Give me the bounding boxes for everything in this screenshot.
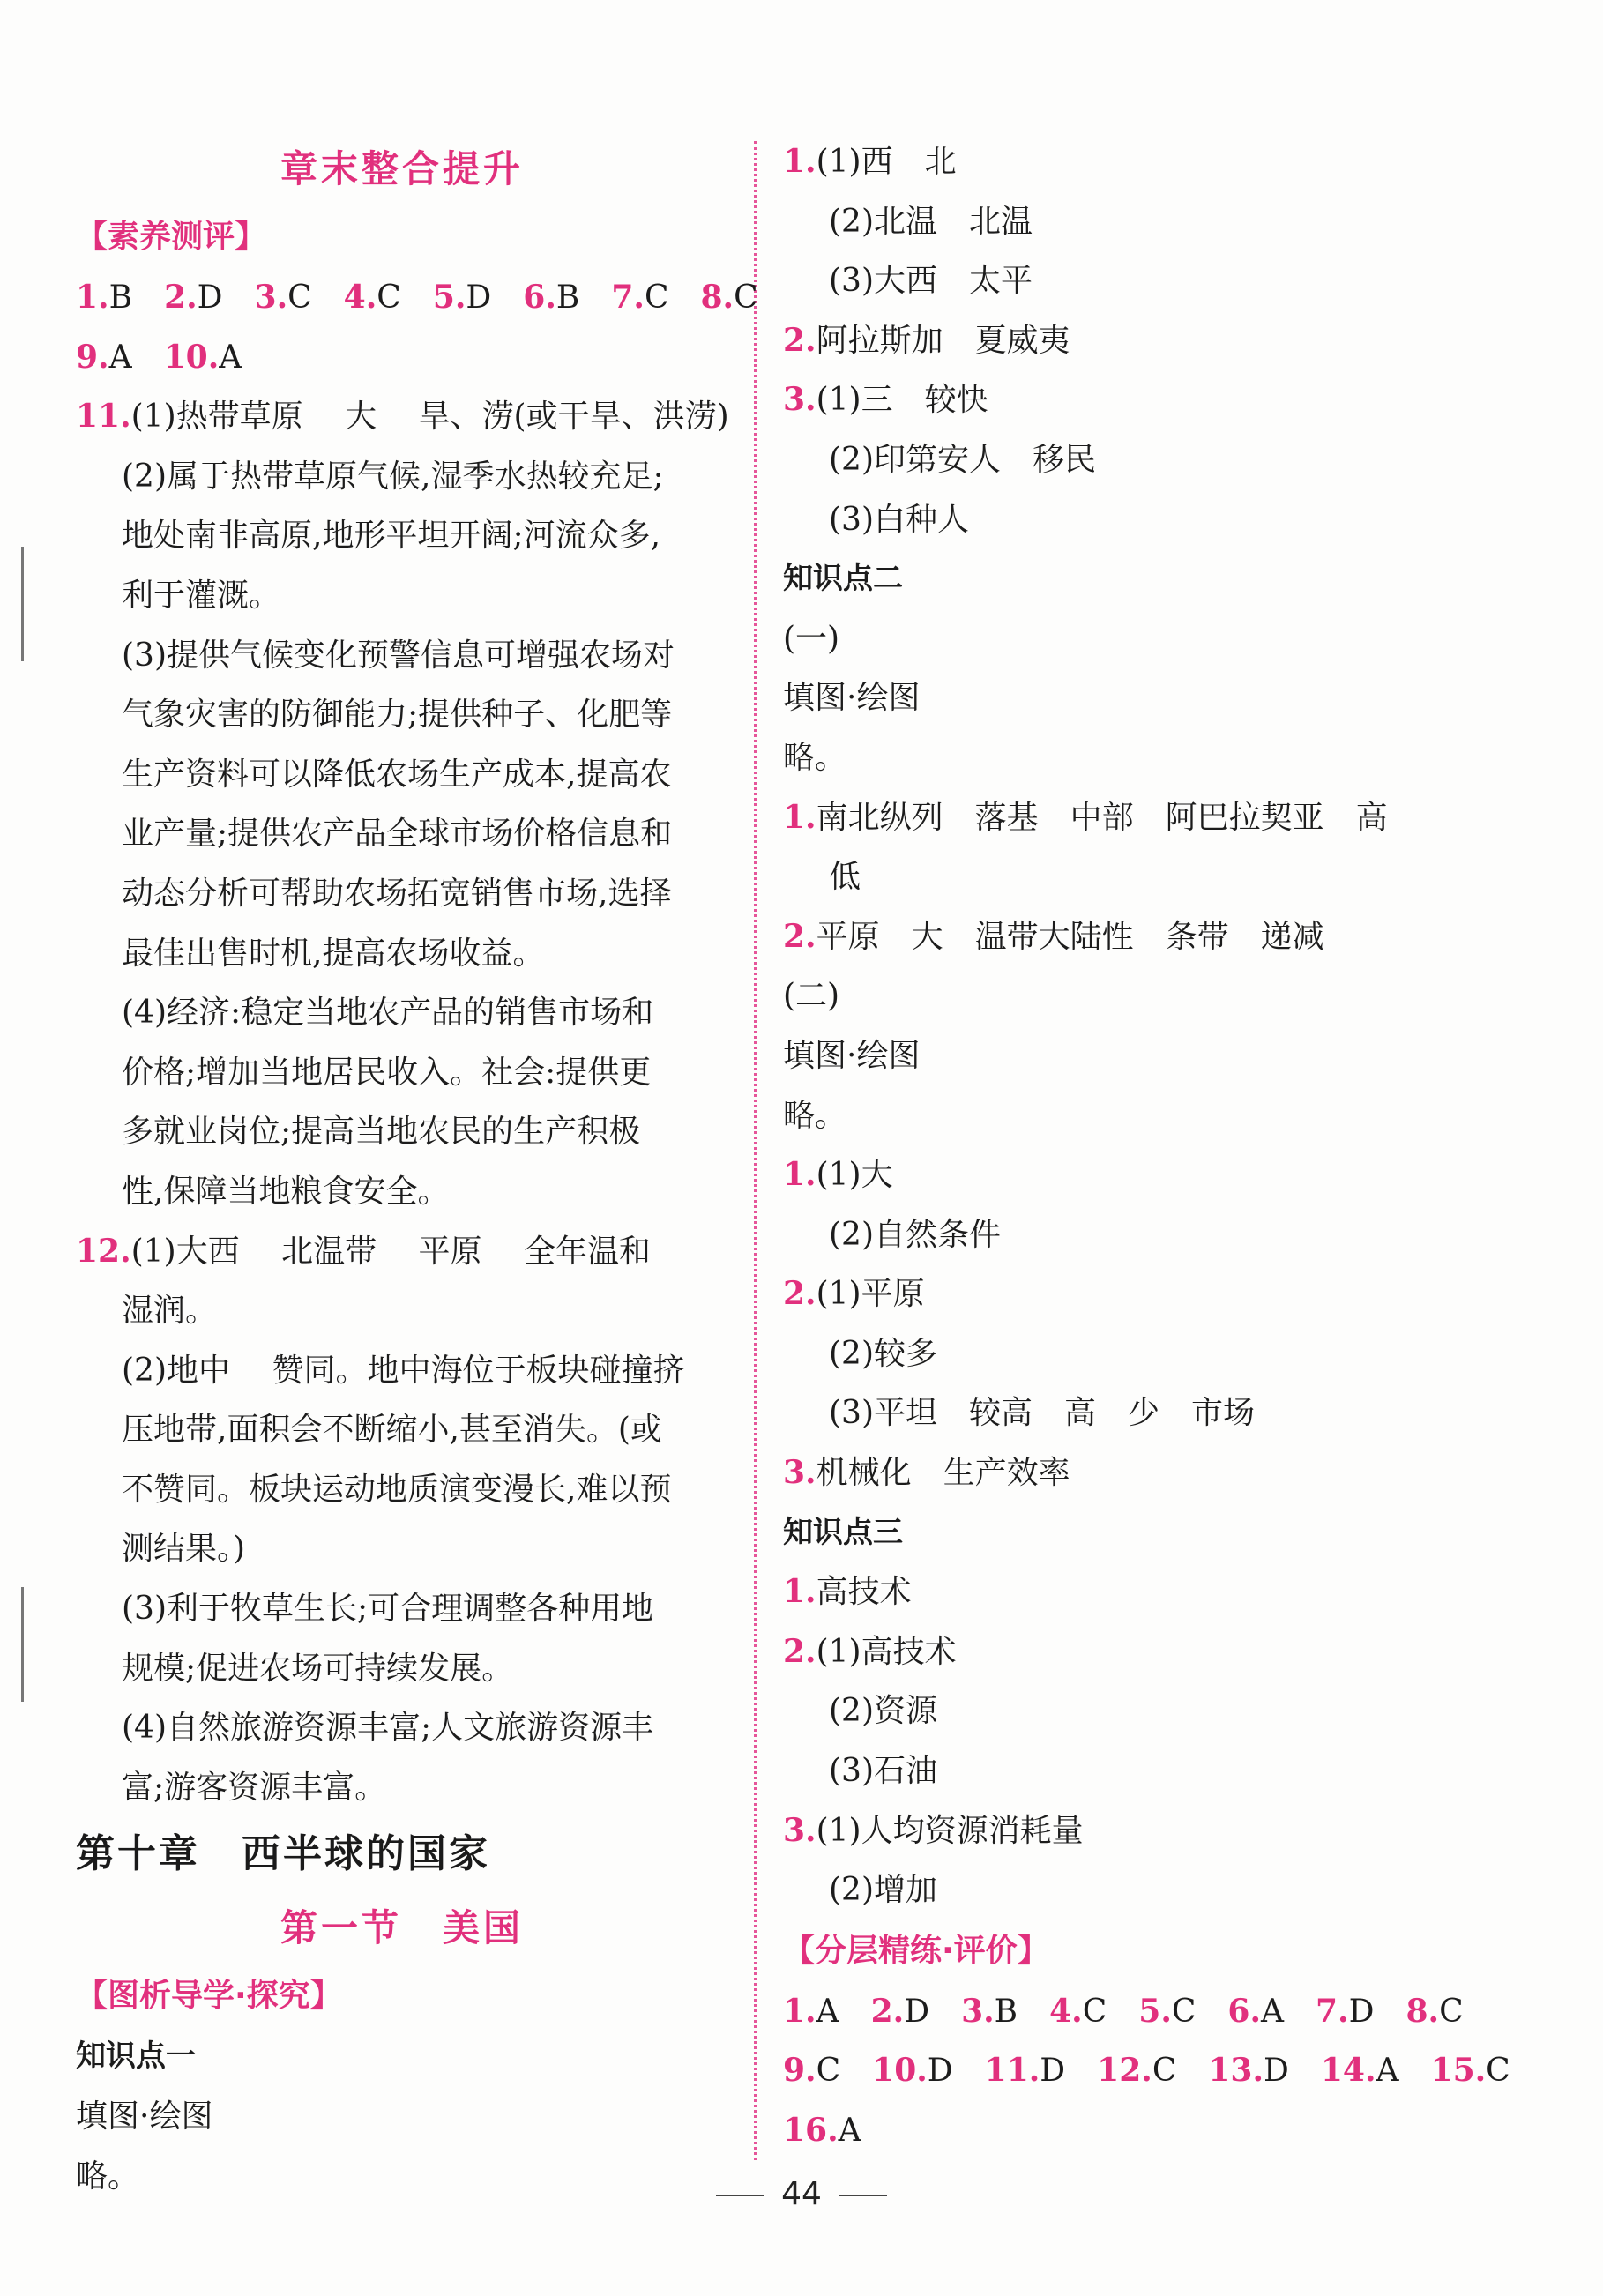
- knowledge-point-heading: 知识点三: [783, 1514, 903, 1550]
- answer-line: [76, 566, 728, 626]
- answer-line: [76, 626, 728, 686]
- answer-choice: D: [1264, 2053, 1289, 2090]
- page-number: [0, 2176, 1603, 2212]
- item-number: 3.: [783, 1454, 816, 1492]
- fill-draw-label: 填图·绘图: [783, 1037, 921, 1074]
- answer-choice: C: [1152, 2053, 1177, 2090]
- answer-text: (1)平原: [816, 1276, 925, 1313]
- answer-line: [783, 847, 1453, 907]
- mc-answers-row: [76, 268, 758, 328]
- answer-text: (1)人均资源消耗量: [816, 1812, 1084, 1849]
- answer-line: [783, 1562, 1453, 1622]
- answer-line: [76, 983, 728, 1043]
- item-number: 2.: [783, 1632, 816, 1670]
- answer-choice: C: [644, 280, 669, 316]
- item-number: 2.: [870, 1992, 905, 2030]
- item-number: 9.: [783, 2052, 816, 2090]
- answer-line: [783, 132, 1453, 192]
- answer-line: [783, 1324, 1453, 1384]
- answer-choice: D: [927, 2053, 953, 2090]
- answer-text: (1)西 北: [816, 144, 957, 180]
- answer-choice: A: [838, 2113, 861, 2149]
- item-number: 3.: [783, 1811, 816, 1849]
- item-number: 4.: [343, 279, 377, 316]
- item-number: 2.: [164, 279, 198, 316]
- fill-draw-label: 填图·绘图: [783, 680, 921, 717]
- answer-choice: B: [994, 1993, 1018, 2030]
- answer-line: [783, 1205, 1453, 1265]
- item-number: 14.: [1320, 2052, 1376, 2090]
- answer-text: 价格;增加当地居民收入。社会:提供更: [122, 1054, 652, 1091]
- answer-text: (2)印第安人 移民: [829, 441, 1096, 478]
- answer-line: [76, 1043, 728, 1103]
- answer-text: 压地带,面积会不断缩小,甚至消失。(或: [122, 1412, 662, 1449]
- answer-line: [76, 1639, 728, 1699]
- answer-text: 业产量;提供农产品全球市场价格信息和: [122, 816, 673, 853]
- question-12: [76, 1222, 728, 1818]
- answer-choice: A: [108, 339, 132, 376]
- answer-line: [76, 1341, 728, 1401]
- fill-draw-label: 填图·绘图: [76, 2098, 213, 2136]
- item-number: 5.: [432, 279, 466, 316]
- answer-line: [783, 1681, 1453, 1741]
- answer-choice: A: [1261, 1993, 1284, 2030]
- answer-line: [76, 745, 728, 805]
- answer-line: [783, 490, 1453, 550]
- answer-text: 利于灌溉。: [122, 577, 281, 614]
- left-column: [76, 132, 758, 2206]
- answer-line: [76, 1400, 728, 1460]
- item-number: 10.: [872, 2052, 928, 2090]
- section-heading-practice: 【分层精练·评价】: [783, 1932, 1049, 1969]
- answer-text: (2)北温 北温: [829, 203, 1033, 240]
- answer-group: [783, 132, 1453, 549]
- answer-line: [783, 1383, 1453, 1443]
- answer-group: [783, 1145, 1453, 1503]
- answer-line: [783, 1443, 1453, 1503]
- answer-line: [783, 192, 1453, 252]
- item-number: 10.: [163, 338, 220, 376]
- answer-text: 机械化 生产效率: [816, 1455, 1070, 1492]
- answer-line: [76, 804, 728, 864]
- item-number: 3.: [961, 1992, 995, 2030]
- item-number: 2.: [783, 917, 816, 955]
- item-number: 2.: [783, 1275, 816, 1313]
- answer-line: [76, 1698, 728, 1758]
- answer-text: 富;游客资源丰富。: [122, 1769, 387, 1806]
- answer-text: 测结果。): [122, 1531, 246, 1568]
- section-title: 第一节 美国: [280, 1906, 524, 1950]
- item-number: 7.: [611, 279, 645, 316]
- knowledge-point-heading: 知识点一: [76, 2039, 196, 2075]
- answer-choice: C: [1082, 1993, 1107, 2030]
- answer-line: [783, 1741, 1453, 1801]
- answer-choice: D: [466, 280, 492, 316]
- omitted-note: 略。: [783, 1097, 847, 1134]
- answer-text: (4)自然旅游资源丰富;人文旅游资源丰: [122, 1710, 654, 1747]
- answer-text: (2)较多: [829, 1335, 937, 1372]
- item-number: 1.: [76, 279, 109, 316]
- item-number: 1.: [783, 143, 816, 180]
- answer-group: [783, 1562, 1453, 1920]
- answer-text: (3)平坦 较高 高 少 市场: [829, 1395, 1255, 1432]
- answer-choice: C: [1486, 2053, 1510, 2090]
- answer-line: [783, 430, 1453, 490]
- answer-text: 平原 大 温带大陆性 条带 递减: [816, 918, 1324, 955]
- answer-line: [783, 311, 1453, 371]
- item-number: 3.: [254, 279, 288, 316]
- question-11: [76, 387, 728, 1221]
- answer-line: [783, 251, 1453, 311]
- answer-text: (1)大: [816, 1157, 893, 1194]
- item-number: 1.: [783, 1156, 816, 1194]
- answer-line: [76, 1102, 728, 1162]
- item-number: 7.: [1316, 1992, 1349, 2030]
- binding-mark: [21, 1587, 26, 1702]
- answer-choice: C: [1171, 1993, 1197, 2030]
- page-number-text: 44: [781, 2176, 822, 2212]
- answer-line: [783, 1145, 1453, 1205]
- answer-text: 低: [829, 859, 861, 896]
- answer-text: 动态分析可帮助农场拓宽销售市场,选择: [122, 875, 672, 912]
- answer-choice: D: [197, 280, 223, 316]
- answer-text: (1)大西 北温带 平原 全年温和: [130, 1233, 651, 1270]
- answer-choice: A: [816, 1993, 839, 2030]
- answer-text: (2)自然条件: [829, 1216, 1001, 1253]
- item-number: 8.: [1405, 1992, 1440, 2030]
- answer-line: [76, 1222, 728, 1282]
- answer-choice: C: [1439, 1993, 1464, 2030]
- page-dash: [839, 2195, 887, 2196]
- answer-choice: A: [219, 339, 242, 376]
- answer-line: [76, 506, 728, 566]
- item-number: 11.: [76, 398, 131, 436]
- item-number: 1.: [783, 1992, 816, 2030]
- page-dash: [716, 2195, 764, 2196]
- mc-answers-row: [783, 2101, 1453, 2161]
- answer-line: [76, 924, 728, 984]
- answer-choice: C: [734, 280, 758, 316]
- answer-text: (3)提供气候变化预警信息可增强农场对: [122, 637, 675, 674]
- answer-line: [783, 1264, 1453, 1324]
- answer-line: [783, 1622, 1453, 1682]
- answer-choice: B: [555, 280, 580, 316]
- binding-mark: [21, 547, 26, 661]
- mc-answers-row: [783, 2041, 1510, 2101]
- answer-text: 不赞同。板块运动地质演变漫长,难以预: [122, 1471, 672, 1508]
- answer-text: 规模;促进农场可持续发展。: [122, 1650, 514, 1687]
- answer-text: 南北纵列 落基 中部 阿巴拉契亚 高: [816, 799, 1388, 836]
- section-heading-explore: 【图析导学·探究】: [76, 1978, 342, 2015]
- answer-line: [76, 685, 728, 745]
- answer-choice: B: [108, 280, 133, 316]
- answer-line: [76, 1281, 728, 1341]
- answer-text: (1)三 较快: [816, 382, 988, 419]
- answer-text: 阿拉斯加 夏威夷: [816, 322, 1070, 359]
- answer-text: (2)资源: [829, 1693, 937, 1730]
- answer-line: [76, 1758, 728, 1818]
- answer-line: [783, 788, 1453, 848]
- item-number: 6.: [523, 279, 556, 316]
- answer-text: 地处南非高原,地形平坦开阔;河流众多,: [122, 518, 661, 555]
- answer-line: [783, 1860, 1453, 1920]
- item-number: 5.: [1138, 1992, 1172, 2030]
- answer-text: 湿润。: [122, 1293, 218, 1330]
- item-number: 1.: [783, 798, 816, 836]
- answer-text: (2)属于热带草原气候,湿季水热较充足;: [122, 458, 664, 495]
- answer-text: (1)热带草原 大 旱、涝(或干旱、洪涝): [130, 399, 729, 436]
- item-number: 3.: [783, 381, 816, 419]
- column-divider: [754, 141, 757, 2160]
- answer-line: [76, 1519, 728, 1579]
- chapter-review-title: 章末整合提升: [280, 147, 524, 190]
- answer-text: 性,保障当地粮食安全。: [122, 1173, 450, 1210]
- answer-choice: D: [1040, 2053, 1066, 2090]
- answer-line: [783, 370, 1453, 430]
- item-number: 4.: [1049, 1992, 1083, 2030]
- answer-text: (4)经济:稳定当地农产品的销售市场和: [122, 995, 654, 1032]
- answer-text: (2)地中 赞同。地中海位于板块碰撞挤: [122, 1352, 685, 1389]
- omitted-note: 略。: [783, 739, 847, 776]
- answer-text: (1)高技术: [816, 1633, 957, 1670]
- answer-choice: D: [1348, 1993, 1375, 2030]
- item-number: 8.: [700, 279, 734, 316]
- item-number: 11.: [984, 2052, 1040, 2090]
- item-number: 12.: [1097, 2052, 1152, 2090]
- part-label: (二): [783, 978, 840, 1015]
- answer-choice: D: [904, 1993, 930, 2030]
- chapter-heading: 第十章 西半球的国家: [76, 1831, 490, 1877]
- answer-line: [76, 387, 728, 447]
- item-number: 13.: [1208, 2052, 1264, 2090]
- answer-line: [783, 1801, 1453, 1861]
- answer-line: [76, 1460, 728, 1520]
- right-column: [783, 132, 1510, 2161]
- item-number: 2.: [783, 321, 816, 359]
- part-label: (一): [783, 620, 840, 657]
- answer-line: [76, 1579, 728, 1639]
- answer-text: (3)石油: [829, 1753, 937, 1790]
- item-number: 1.: [783, 1573, 816, 1611]
- answer-text: 多就业岗位;提高当地农民的生产积极: [122, 1114, 641, 1151]
- answer-choice: A: [1376, 2053, 1399, 2090]
- answer-text: (3)利于牧草生长;可合理调整各种用地: [122, 1591, 654, 1628]
- item-number: 15.: [1430, 2052, 1487, 2090]
- answer-text: (2)增加: [829, 1872, 937, 1909]
- mc-answers-row: [783, 1982, 1464, 2042]
- item-number: 9.: [76, 338, 109, 376]
- answer-line: [76, 447, 728, 507]
- answer-line: [783, 907, 1453, 967]
- section-heading-assessment: 【素养测评】: [76, 219, 267, 255]
- answer-text: 气象灾害的防御能力;提供种子、化肥等: [122, 697, 673, 734]
- answer-choice: C: [287, 280, 312, 316]
- omitted-note: 略。: [76, 2158, 140, 2195]
- answer-text: (3)大西 太平: [829, 263, 1033, 300]
- answer-line: [76, 1162, 728, 1222]
- answer-text: 生产资料可以降低农场生产成本,提高农: [122, 756, 672, 793]
- item-number: 12.: [76, 1232, 131, 1270]
- answer-text: (3)白种人: [829, 501, 969, 538]
- answer-choice: C: [377, 280, 401, 316]
- knowledge-point-heading: 知识点二: [783, 561, 903, 597]
- item-number: 16.: [783, 2112, 839, 2149]
- answer-choice: C: [816, 2053, 841, 2090]
- item-number: 6.: [1227, 1992, 1261, 2030]
- answer-line: [76, 864, 728, 924]
- answer-text: 最佳出售时机,提高农场收益。: [122, 935, 545, 972]
- answer-text: 高技术: [816, 1574, 912, 1611]
- mc-answers-row: [76, 328, 728, 388]
